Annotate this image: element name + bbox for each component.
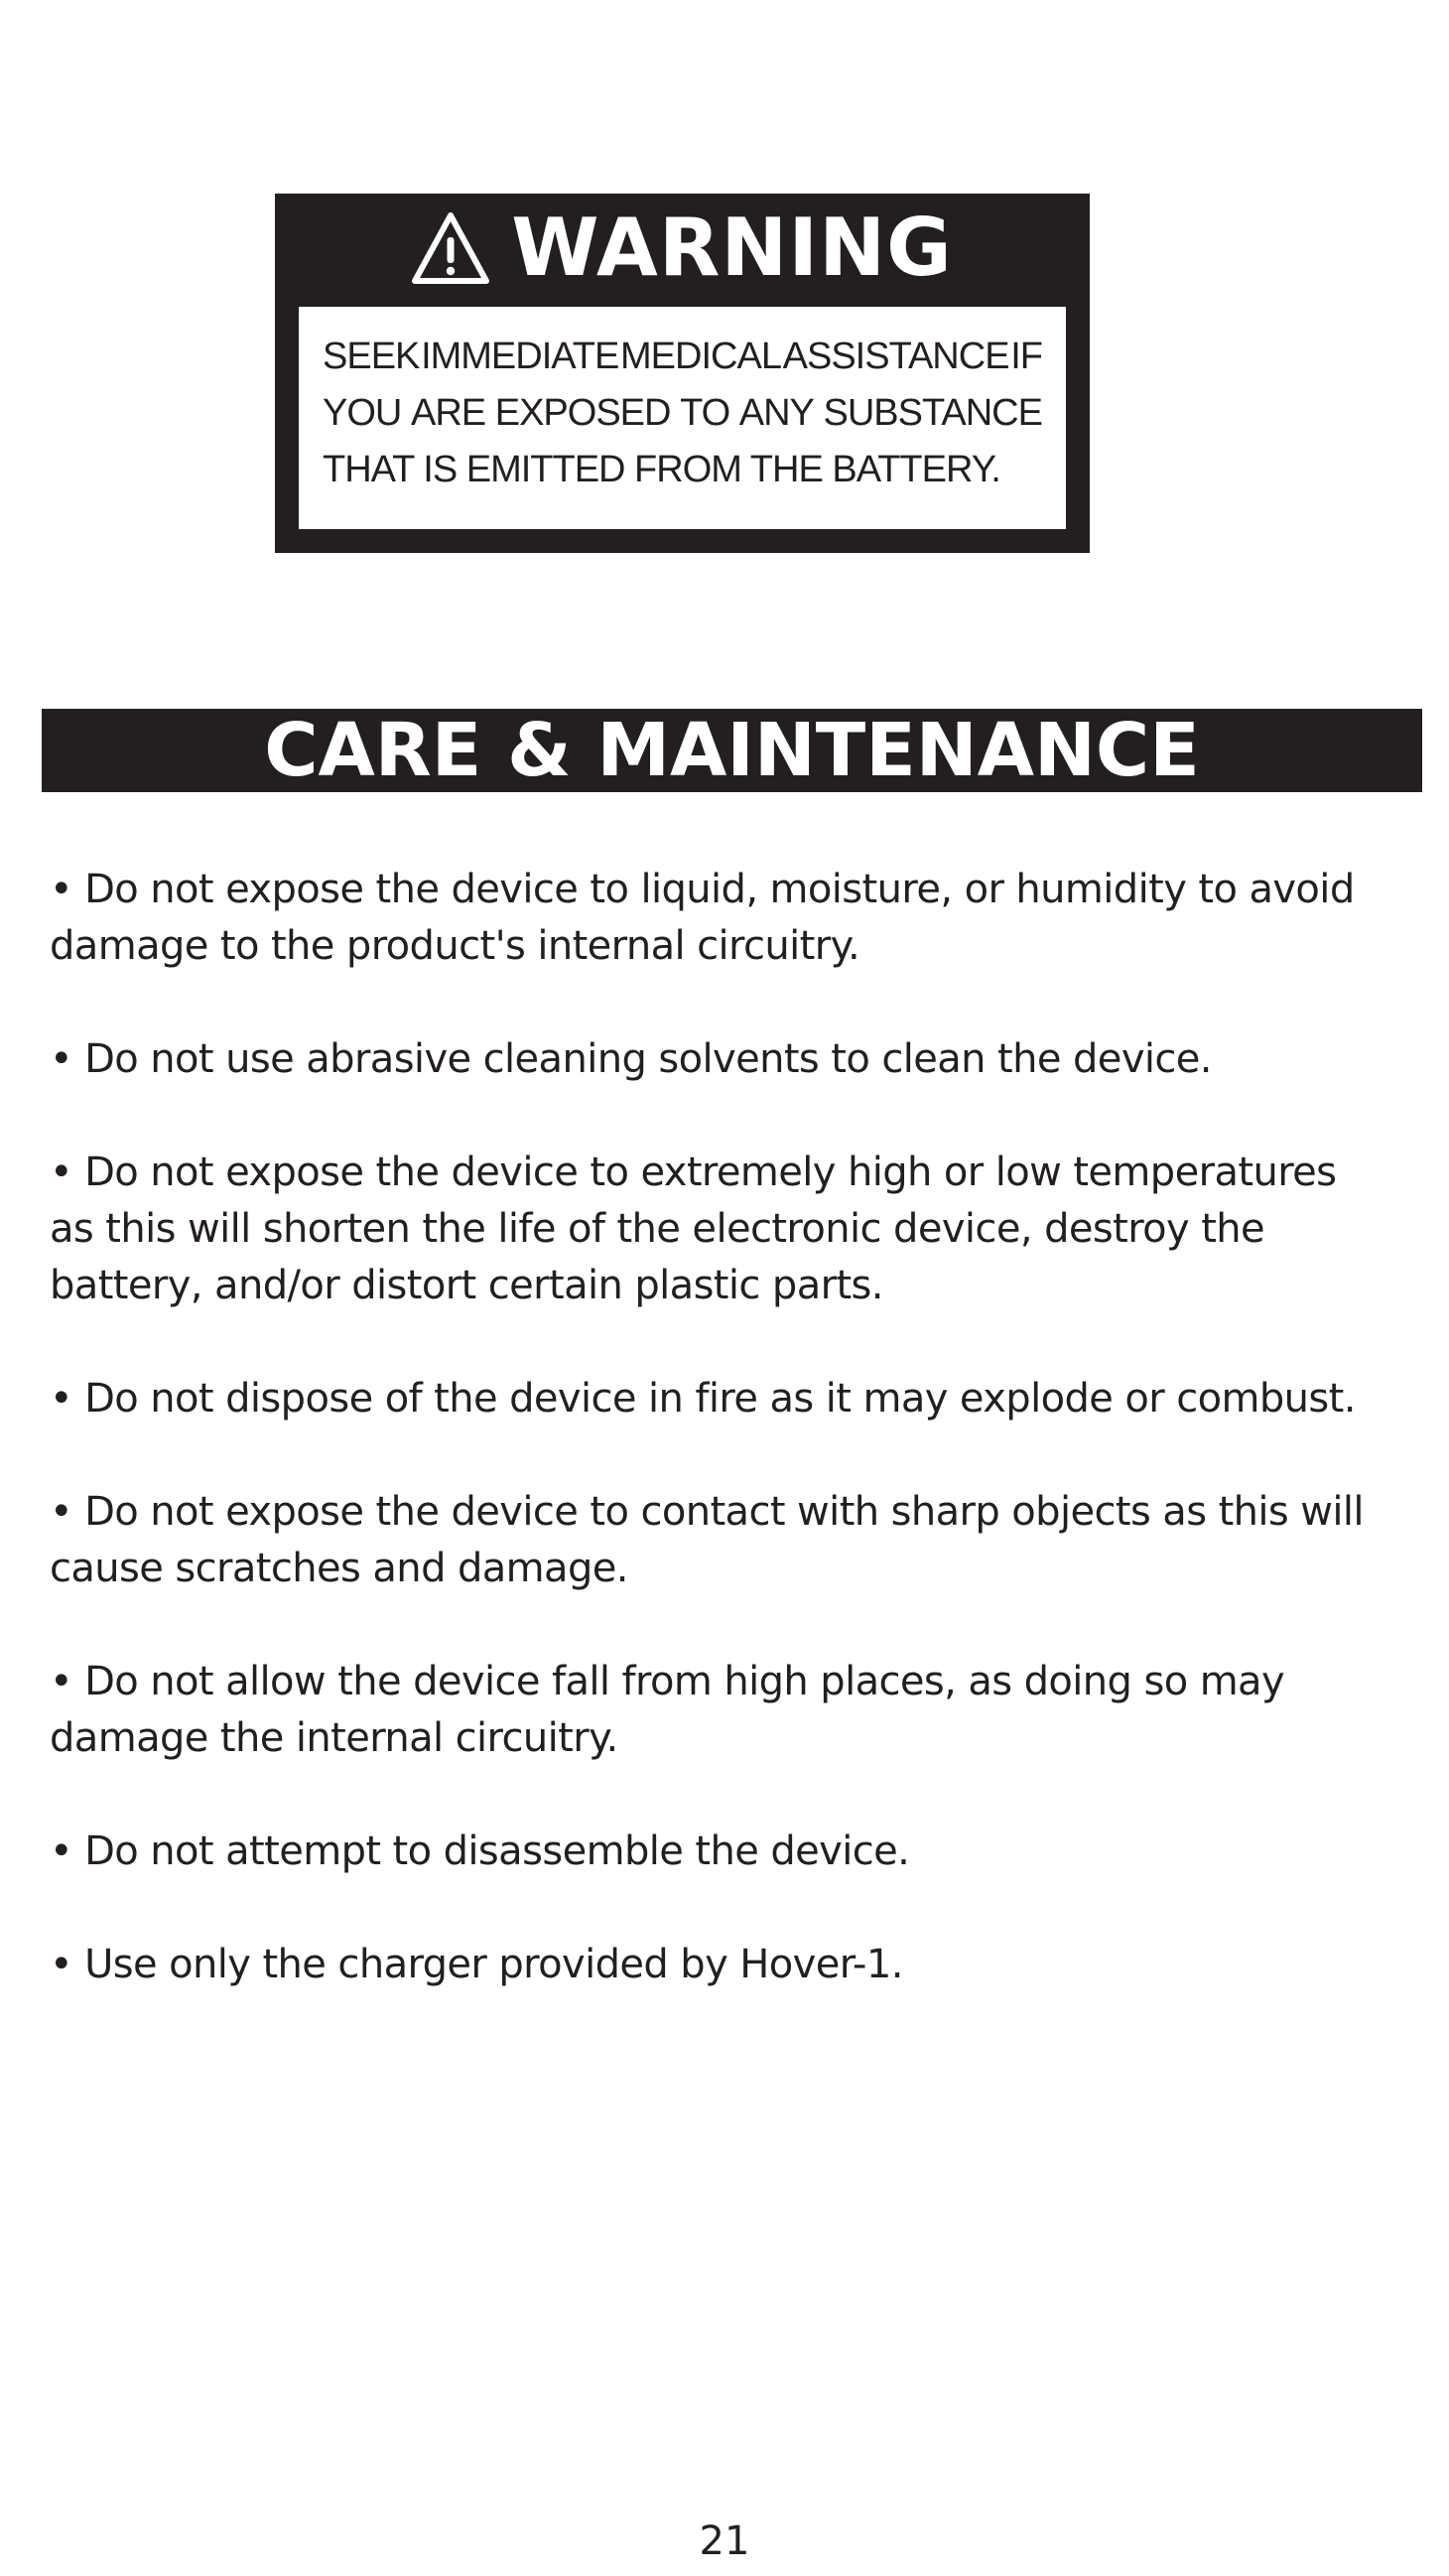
- warning-box: [275, 194, 1090, 553]
- warning-word: IF: [1010, 336, 1042, 377]
- warning-line-2: [323, 385, 1042, 442]
- bullet-item: [50, 1484, 1429, 1597]
- bullet-line: • Do not dispose of the device in fire as it may explode or combust.: [50, 1376, 1356, 1422]
- warning-word: ARE: [410, 392, 486, 434]
- bullet-line: • Do not expose the device to extremely high or low temperatures: [50, 1150, 1337, 1195]
- warning-line-3: THAT IS EMITTED FROM THE BATTERY.: [323, 449, 1000, 490]
- bullet-line: • Do not attempt to disassemble the device.: [50, 1829, 910, 1874]
- section-title: CARE & MAINTENANCE: [264, 708, 1200, 793]
- bullet-item: [50, 1937, 1429, 1993]
- warning-word: MEDICAL: [620, 336, 781, 377]
- warning-word: SUBSTANCE: [823, 392, 1042, 434]
- warning-word: YOU: [323, 392, 402, 434]
- warning-title: WARNING: [511, 202, 953, 294]
- warning-triangle-icon: [412, 211, 489, 285]
- bullet-line: • Do not use abrasive cleaning solvents to clean the device.: [50, 1036, 1212, 1082]
- warning-word: IMMEDIATE: [421, 336, 619, 377]
- page-number: 21: [699, 2518, 750, 2564]
- warning-word: SEEK: [323, 336, 420, 377]
- bullet-line: damage to the product's internal circuitry.: [50, 923, 860, 969]
- warning-word: TO: [680, 392, 730, 434]
- bullet-line: • Use only the charger provided by Hover-1.: [50, 1942, 903, 1987]
- bullet-line: • Do not expose the device to contact with sharp objects as this will: [50, 1489, 1364, 1535]
- bullet-line: cause scratches and damage.: [50, 1546, 628, 1591]
- warning-header: [275, 194, 1090, 303]
- bullet-item: [50, 1824, 1429, 1880]
- warning-word: EXPOSED: [494, 392, 671, 434]
- bullet-line: as this will shorten the life of the electronic device, destroy the: [50, 1206, 1265, 1252]
- bullet-line: battery, and/or distort certain plastic parts.: [50, 1263, 883, 1308]
- warning-word: ASSISTANCE: [782, 336, 1009, 377]
- care-bullet-list: [50, 862, 1429, 2050]
- section-header: [42, 709, 1422, 792]
- bullet-item: [50, 862, 1429, 975]
- bullet-item: [50, 1371, 1429, 1427]
- bullet-line: • Do not expose the device to liquid, moisture, or humidity to avoid: [50, 867, 1355, 912]
- warning-word: ANY: [738, 392, 814, 434]
- bullet-item: [50, 1654, 1429, 1767]
- bullet-line: damage the internal circuitry.: [50, 1715, 618, 1761]
- bullet-item: [50, 1145, 1429, 1314]
- bullet-line: • Do not allow the device fall from high places, as doing so may: [50, 1659, 1285, 1704]
- warning-line-1: [323, 329, 1042, 385]
- warning-message: [299, 307, 1066, 529]
- bullet-item: [50, 1031, 1429, 1088]
